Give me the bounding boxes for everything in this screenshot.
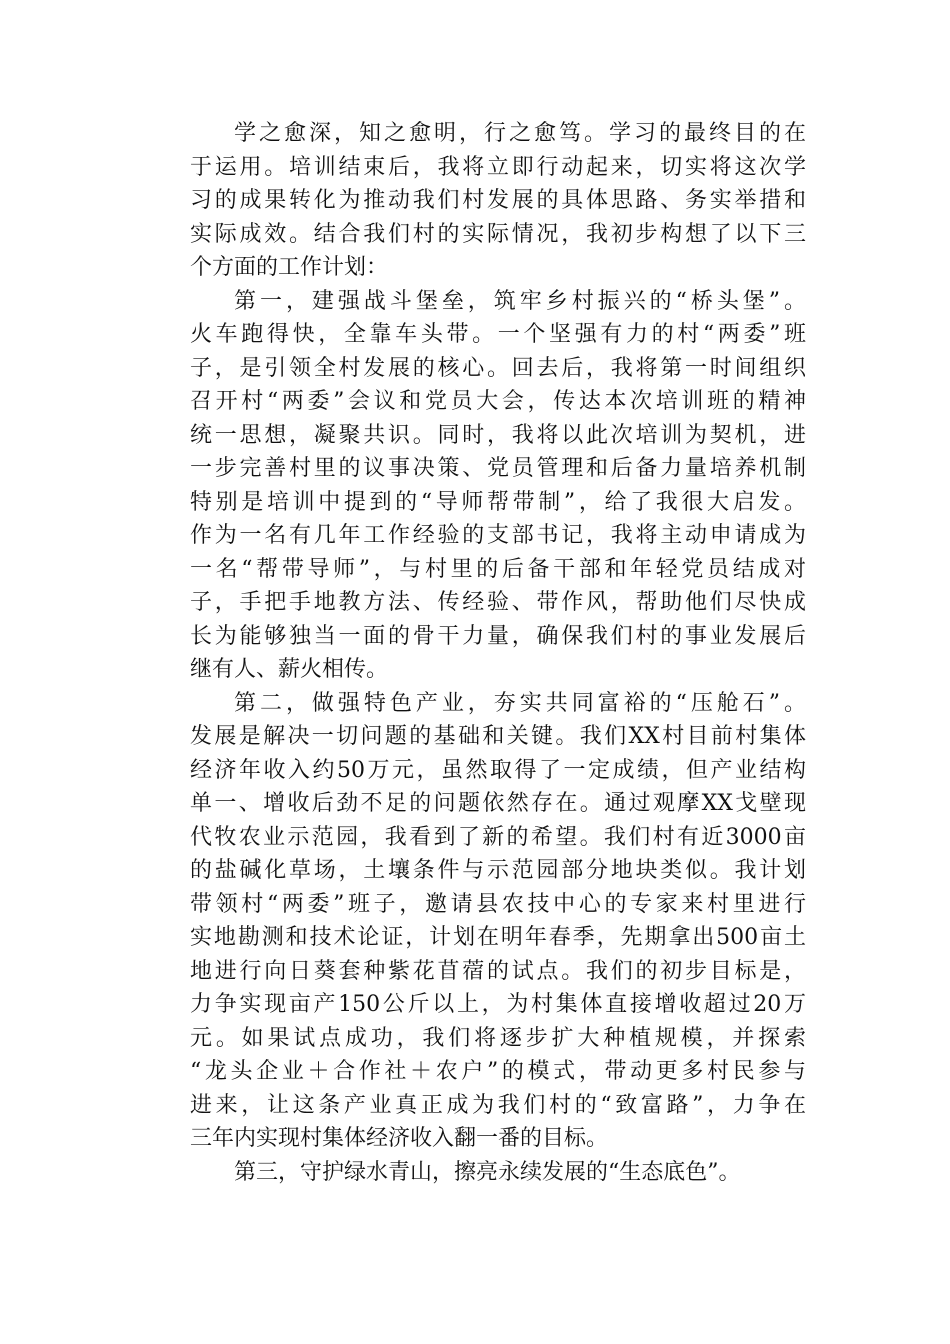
text-line: 三年内实现村集体经济收入翻一番的目标。 [190, 1126, 609, 1151]
text-line: 火车跑得快，全靠车头带。一个坚强有力的村“两委”班 [190, 322, 806, 347]
text-line: 特别是培训中提到的“导师帮带制”，给了我很大启发。 [190, 489, 806, 515]
text-line: 习的成果转化为推动我们村发展的具体思路、务实举措和 [190, 188, 806, 213]
text-line: 第三，守护绿水青山，擦亮永续发展的“生态底色”。 [234, 1159, 741, 1185]
text-line: 子，是引领全村发展的核心。回去后，我将第一时间组织 [190, 355, 806, 381]
text-line: 一步完善村里的议事决策、党员管理和后备力量培养机制 [190, 456, 806, 481]
document-body [146, 117, 806, 1189]
text-line: 经济年收入约50万元，虽然取得了一定成绩，但产业结构 [190, 757, 806, 783]
text-line: 继有人、薪火相传。 [190, 657, 389, 682]
text-line: 子，手把手地教方法、传经验、带作风，帮助他们尽快成 [190, 590, 806, 615]
text-line: 实地勘测和技术论证，计划在明年春季，先期拿出500亩土 [190, 925, 806, 950]
paragraph-intro [146, 117, 806, 285]
text-line: “龙头企业＋合作社＋农户”的模式，带动更多村民参与 [190, 1059, 806, 1084]
text-line: 个方面的工作计划： [190, 255, 389, 280]
text-line: 代牧农业示范园，我看到了新的希望。我们村有近3000亩 [190, 824, 806, 850]
text-line: 元。如果试点成功，我们将逐步扩大种植规模，并探索 [190, 1025, 806, 1051]
text-line: 单一、增收后劲不足的问题依然存在。通过观摩XX戈壁现 [190, 791, 806, 816]
paragraph-second-point [146, 687, 806, 1156]
text-line: 实际成效。结合我们村的实际情况，我初步构想了以下三 [190, 221, 806, 247]
text-line: 第二，做强特色产业，夯实共同富裕的“压舱石”。 [234, 690, 806, 716]
text-line: 统一思想，凝聚共识。同时，我将以此次培训为契机，进 [190, 422, 806, 448]
text-line: 带领村“两委”班子，邀请县农技中心的专家来村里进行 [190, 891, 806, 917]
text-line: 力争实现亩产150公斤以上，为村集体直接增收超过20万 [190, 992, 806, 1017]
text-line: 发展是解决一切问题的基础和关键。我们XX村目前村集体 [190, 724, 806, 749]
paragraph-third-point [146, 1156, 806, 1190]
paragraph-first-point [146, 285, 806, 687]
text-line: 召开村“两委”会议和党员大会，传达本次培训班的精神 [190, 389, 806, 414]
text-line: 一名“帮带导师”，与村里的后备干部和年轻党员结成对 [190, 556, 806, 582]
text-line: 第一，建强战斗堡垒，筑牢乡村振兴的“桥头堡”。 [234, 288, 806, 314]
text-line: 进来，让这条产业真正成为我们村的“致富路”，力争在 [190, 1092, 806, 1118]
text-line: 地进行向日葵套种紫花苜蓿的试点。我们的初步目标是， [190, 958, 806, 984]
text-line: 的盐碱化草场，土壤条件与示范园部分地块类似。我计划 [190, 858, 806, 883]
text-line: 于运用。培训结束后，我将立即行动起来，切实将这次学 [190, 154, 806, 180]
text-line: 长为能够独当一面的骨干力量，确保我们村的事业发展后 [190, 623, 806, 649]
text-line: 学之愈深，知之愈明，行之愈笃。学习的最终目的在 [234, 121, 806, 146]
text-line: 作为一名有几年工作经验的支部书记，我将主动申请成为 [190, 523, 806, 548]
